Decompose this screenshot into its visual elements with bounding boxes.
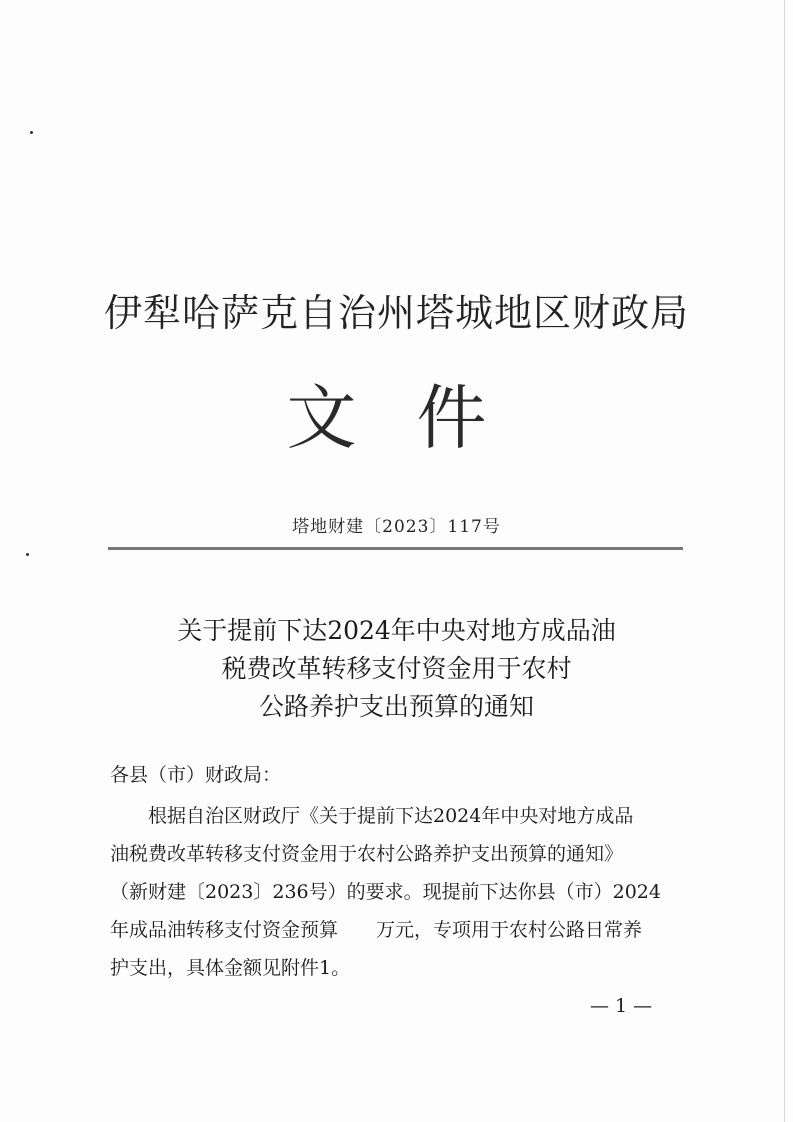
body-line: 根据自治区财政厅《关于提前下达2024年中央对地方成品 — [148, 805, 634, 827]
body-line: （新财建〔2023〕236号）的要求。现提前下达你县（市）2024 — [110, 881, 661, 903]
body-paragraph — [110, 797, 690, 987]
scan-edge-line — [784, 0, 785, 1122]
notice-title — [0, 612, 793, 726]
scan-speck — [30, 131, 33, 134]
body-line: 年成品油转移支付资金预算 万元，专项用于农村公路日常养 — [110, 919, 643, 941]
title-line: 税费改革转移支付资金用于农村 — [221, 654, 572, 683]
header-divider — [108, 547, 683, 550]
document-number: 塔地财建〔2023〕117号 — [292, 517, 501, 537]
document-word: 文件 — [286, 377, 547, 459]
title-line: 关于提前下达2024年中央对地方成品油 — [177, 616, 616, 645]
scan-speck — [26, 553, 29, 556]
issuing-agency: 伊犁哈萨克自治州塔城地区财政局 — [103, 291, 689, 335]
page-number: — 1 — — [590, 995, 653, 1017]
body-line: 护支出，具体金额见附件1。 — [110, 957, 351, 979]
body-line: 油税费改革转移支付资金用于农村公路养护支出预算的通知》 — [110, 843, 624, 865]
salutation: 各县（市）财政局： — [110, 764, 282, 786]
title-line: 公路养护支出预算的通知 — [258, 692, 534, 721]
